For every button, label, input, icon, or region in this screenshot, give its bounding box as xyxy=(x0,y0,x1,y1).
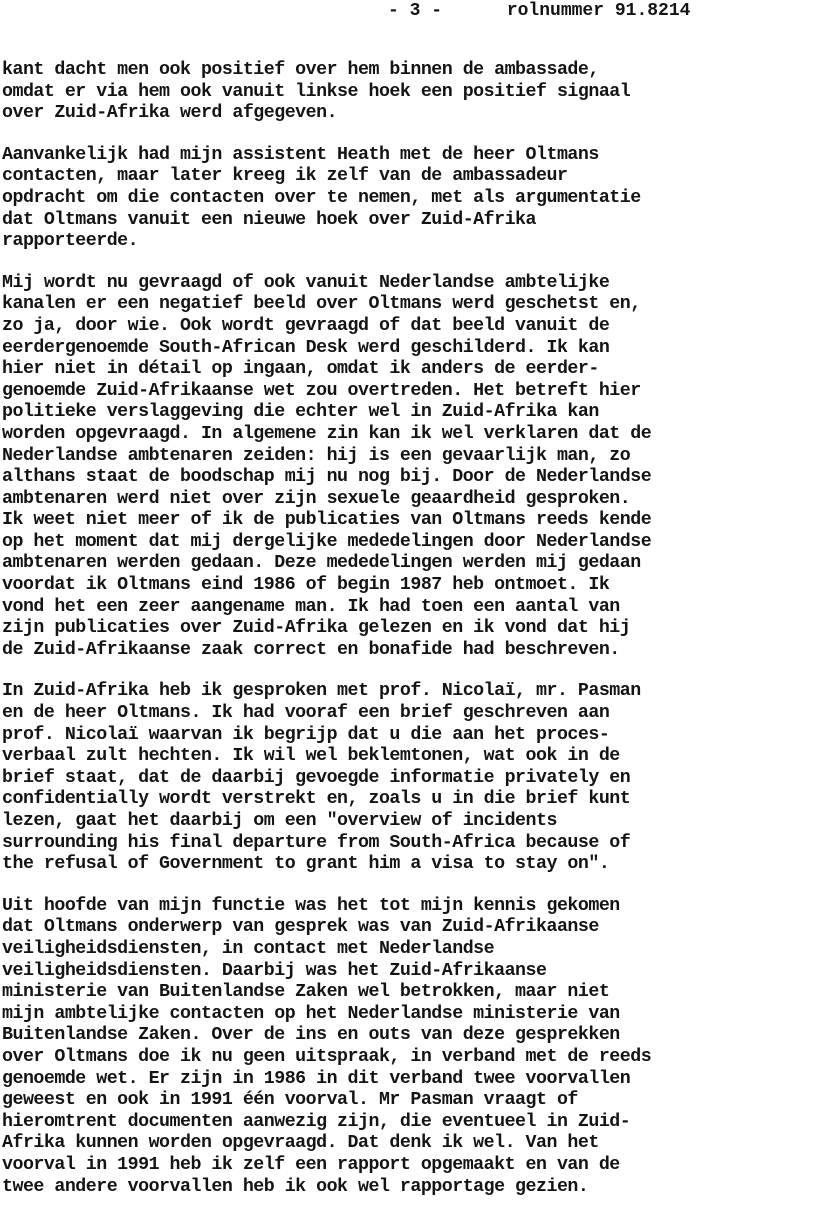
text-line: althans staat de boodschap mij nu nog bij. Door de Nederlandse xyxy=(2,467,652,488)
text-line: kant dacht men ook positief over hem binnen de ambassade, xyxy=(2,60,599,80)
text-line: Ik weet niet meer of ik de publicaties van Oltmans reeds kende xyxy=(2,510,652,531)
text-line: zijn publicaties over Zuid-Afrika gelezen en ik vond dat hij xyxy=(2,618,631,639)
document-body xyxy=(2,60,824,1218)
text-line: surrounding his final departure from South-Africa because of xyxy=(2,832,631,853)
text-line: vond het een zeer aangename man. Ik had toen een aantal van xyxy=(2,596,620,617)
text-line: ambtenaren werd niet over zijn sexuele geaardheid gesproken. xyxy=(2,488,631,509)
text-line: veiligheidsdiensten. Daarbij was het Zuid-Afrikaanse xyxy=(2,960,547,981)
text-line: Aanvankelijk had mijn assistent Heath met de heer Oltmans xyxy=(2,144,599,165)
text-line: Uit hoofde van mijn functie was het tot mijn kennis gekomen xyxy=(2,895,620,916)
text-line: veiligheidsdiensten, in contact met Nederlandse xyxy=(2,938,495,959)
text-line: confidentially wordt verstrekt en, zoals u in die brief kunt xyxy=(2,789,631,810)
text-line: Mij wordt nu gevraagd of ook vanuit Nederlandse ambtelijke xyxy=(2,272,610,293)
text-line: geweest en ook in 1991 één voorval. Mr Pasman vraagt of xyxy=(2,1090,578,1111)
text-line: brief staat, dat de daarbij gevoegde informatie privately en xyxy=(2,767,631,788)
text-line: zo ja, door wie. Ook wordt gevraagd of dat beeld vanuit de xyxy=(2,315,610,336)
text-line: over Oltmans doe ik nu geen uitspraak, in verband met de reeds xyxy=(2,1046,652,1067)
paragraph xyxy=(2,60,824,125)
text-line: voordat ik Oltmans eind 1986 of begin 1987 heb ontmoet. Ik xyxy=(2,575,610,596)
text-line: prof. Nicolaï waarvan ik begrijp dat u die aan het proces- xyxy=(2,724,610,745)
text-line: Afrika kunnen worden opgevraagd. Dat denk ik wel. Van het xyxy=(2,1133,599,1154)
text-line: worden opgevraagd. In algemene zin kan ik wel verklaren dat de xyxy=(2,423,652,444)
text-line: op het moment dat mij dergelijke mededelingen door Nederlandse xyxy=(2,531,652,552)
text-line: Nederlandse ambtenaren zeiden: hij is een gevaarlijk man, zo xyxy=(2,445,631,466)
text-line: ambtenaren werden gedaan. Deze mededelingen werden mij gedaan xyxy=(2,553,641,574)
text-line: dat Oltmans onderwerp van gesprek was van Zuid-Afrikaanse xyxy=(2,917,599,938)
text-line: In Zuid-Afrika heb ik gesproken met prof. Nicolaï, mr. Pasman xyxy=(2,681,641,702)
paragraph xyxy=(2,145,824,253)
text-line: contacten, maar later kreeg ik zelf van de ambassadeur xyxy=(2,166,568,187)
text-line: verbaal zult hechten. Ik wil wel beklemtonen, wat ook in de xyxy=(2,746,620,767)
text-line: voorval in 1991 heb ik zelf een rapport opgemaakt en van de xyxy=(2,1154,620,1175)
text-line: omdat er via hem ook vanuit linkse hoek een positief signaal xyxy=(2,81,631,102)
text-line: genoemde wet. Er zijn in 1986 in dit verband twee voorvallen xyxy=(2,1068,631,1089)
text-line: dat Oltmans vanuit een nieuwe hoek over Zuid-Afrika xyxy=(2,209,536,230)
text-line: hieromtrent documenten aanwezig zijn, die eventueel in Zuid- xyxy=(2,1111,631,1132)
paragraph xyxy=(2,896,824,1198)
text-line: twee andere voorvallen heb ik ook wel rapportage gezien. xyxy=(2,1176,589,1197)
text-line: over Zuid-Afrika werd afgegeven. xyxy=(2,103,338,124)
paragraph xyxy=(2,681,824,875)
text-line: opdracht om die contacten over te nemen, met als argumentatie xyxy=(2,187,641,208)
text-line: politieke verslaggeving die echter wel in Zuid-Afrika kan xyxy=(2,402,599,423)
text-line: Buitenlandse Zaken. Over de ins en outs van deze gesprekken xyxy=(2,1025,620,1046)
text-line: the refusal of Government to grant him a visa to stay on". xyxy=(2,854,610,875)
text-line: rapporteerde. xyxy=(2,231,139,252)
text-line: kanalen er een negatief beeld over Oltmans werd geschetst en, xyxy=(2,294,641,315)
page-header: - 3 - rolnummer 91.8214 xyxy=(388,1,691,21)
text-line: ministerie van Buitenlandse Zaken wel betrokken, maar niet xyxy=(2,982,610,1003)
text-line: hier niet in détail op ingaan, omdat ik anders de eerder- xyxy=(2,359,599,380)
text-line: eerdergenoemde South-African Desk werd geschilderd. Ik kan xyxy=(2,337,610,358)
text-line: genoemde Zuid-Afrikaanse wet zou overtreden. Het betreft hier xyxy=(2,380,641,401)
text-line: de Zuid-Afrikaanse zaak correct en bonafide had beschreven. xyxy=(2,639,620,660)
text-line: mijn ambtelijke contacten op het Nederlandse ministerie van xyxy=(2,1003,620,1024)
text-line: en de heer Oltmans. Ik had vooraf een brief geschreven aan xyxy=(2,703,610,724)
text-line: lezen, gaat het daarbij om een "overview of incidents xyxy=(2,811,557,831)
paragraph xyxy=(2,273,824,662)
